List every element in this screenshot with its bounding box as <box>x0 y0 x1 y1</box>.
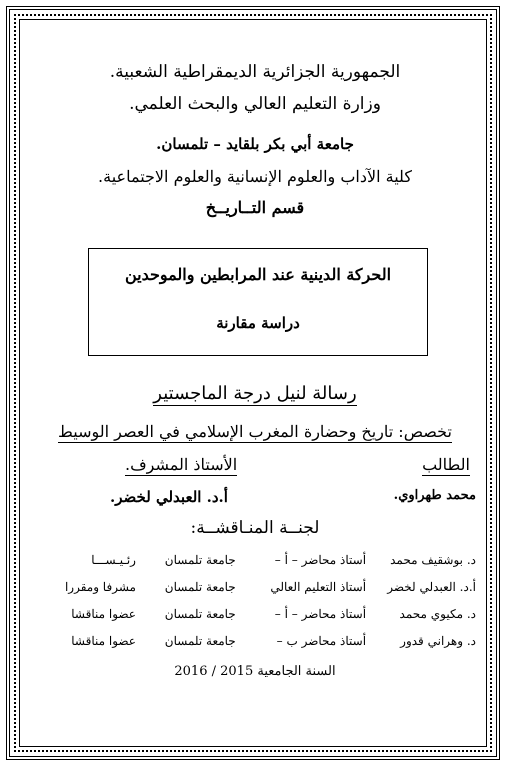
roles-row <box>30 455 480 479</box>
student-label: الطالب <box>422 455 470 474</box>
specialty-text: تخصص: تاريخ وحضارة المغرب الإسلامي في العصر الوسيط <box>58 422 452 441</box>
names-row <box>30 488 480 512</box>
member-name: د. مكيوي محمد <box>399 606 476 621</box>
supervisor-label: الأستاذ المشرف. <box>125 455 238 474</box>
member-rank: أستاذ محاضر – أ – <box>274 552 367 567</box>
committee-table <box>30 546 480 654</box>
university-name: جامعة أبي بكر بلقايد – تلمسان. <box>156 135 354 153</box>
member-role: رئـيـســـا <box>91 552 136 567</box>
member-name: د. بوشقيف محمد <box>390 552 476 567</box>
table-row <box>30 573 480 600</box>
member-rank: أستاذ محاضر ب – <box>276 633 367 648</box>
member-role: عضوا مناقشا <box>71 606 136 621</box>
table-row <box>30 546 480 573</box>
table-row <box>30 600 480 627</box>
department-name: قسم التــاريــخ <box>205 198 305 217</box>
committee-heading: لجنــة المنـاقشــة: <box>190 518 320 538</box>
student-name: محمد طهراوي. <box>393 488 476 503</box>
member-role: مشرفا ومقررا <box>64 579 136 594</box>
member-role: عضوا مناقشا <box>71 633 136 648</box>
member-university: جامعة تلمسان <box>164 633 236 648</box>
degree-text: رسالة لنيل درجة الماجستير <box>153 383 357 404</box>
member-university: جامعة تلمسان <box>164 606 236 621</box>
member-rank: أستاذ التعليم العالي <box>270 579 367 594</box>
thesis-title: الحركة الدينية عند المرابطين والموحدين <box>124 265 392 284</box>
faculty-name: كلية الآداب والعلوم الإنسانية والعلوم الاجتماعية. <box>98 167 412 186</box>
degree-line <box>30 383 480 406</box>
thesis-subtitle: دراسة مقارنة <box>216 314 300 332</box>
table-row <box>30 627 480 654</box>
title-page-lower <box>30 40 480 740</box>
republic-name: الجمهورية الجزائرية الديمقراطية الشعبية. <box>109 62 401 82</box>
member-university: جامعة تلمسان <box>164 552 236 567</box>
member-university: جامعة تلمسان <box>164 579 236 594</box>
ministry-name: وزارة التعليم العالي والبحث العلمي. <box>129 94 381 114</box>
academic-year: السنة الجامعية 2015 / 2016 <box>174 664 336 679</box>
member-name: د. وهراني قدور <box>400 633 476 648</box>
member-rank: أستاذ محاضر – أ – <box>274 606 367 621</box>
supervisor-name: أ.د. العبدلي لخضر. <box>110 488 228 506</box>
member-name: أ.د. العبدلي لخضر <box>387 579 476 594</box>
specialty-line <box>30 422 480 443</box>
